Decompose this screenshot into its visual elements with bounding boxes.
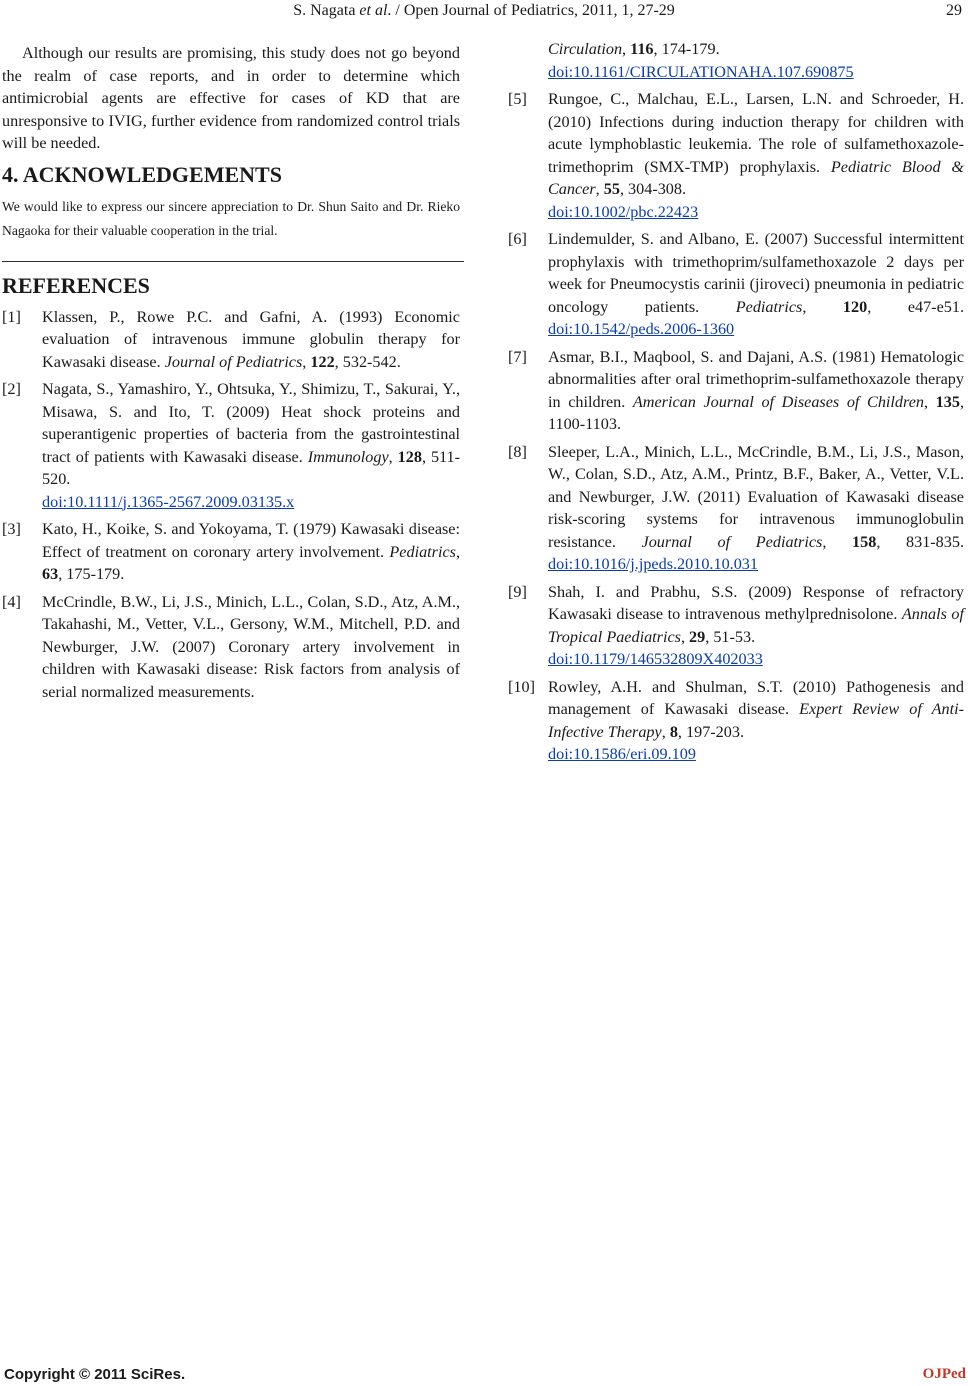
reference-authors-title: Shah, I. and Prabhu, S.S. (2009) Response of refractory Kawasaki disease to intravenous methylprednisolone. xyxy=(548,582,964,623)
reference-authors-title: Rungoe, C., Malchau, E.L., Larsen, L.N. and Schroeder, H. (2010) Infections during induction therapy for children with acute lymphoblastic leukemia. The role of sulfamethoxazole-trimethoprim (SMX-TMP) prophylaxis. xyxy=(548,90,964,176)
section-divider xyxy=(2,261,464,262)
right-column xyxy=(508,38,964,771)
reference-text xyxy=(42,518,460,586)
reference-journal: Journal of Pediatrics xyxy=(164,352,303,371)
acknowledgements-text: We would like to express our sincere appreciation to Dr. Shun Saito and Dr. Rieko Nagaoka for their valuable cooperation in the trial. xyxy=(2,199,460,238)
reference-number: [5] xyxy=(508,90,527,108)
reference-number: [4] xyxy=(2,592,21,611)
reference-volume: 55 xyxy=(603,180,620,198)
reference-item xyxy=(508,581,964,671)
reference-number: [7] xyxy=(508,347,527,366)
doi-link[interactable]: doi:10.1161/CIRCULATIONAHA.107.690875 xyxy=(548,62,854,81)
reference-volume: 122 xyxy=(310,352,335,371)
reference-pages: , e47-e51. xyxy=(867,297,964,316)
reference-text xyxy=(42,306,460,374)
reference-number: [1] xyxy=(2,307,21,326)
reference-text xyxy=(548,88,964,223)
reference-journal: Pediatrics xyxy=(735,297,803,316)
reference-item xyxy=(508,676,964,766)
reference-pages: , 532-542. xyxy=(334,352,401,371)
reference-item-continued xyxy=(508,38,964,83)
reference-pages: , 51-53. xyxy=(705,627,756,646)
reference-volume: 158 xyxy=(852,532,877,551)
reference-volume: 128 xyxy=(397,447,422,466)
doi-link[interactable]: doi:10.1111/j.1365-2567.2009.03135.x xyxy=(42,492,295,511)
reference-sep: , xyxy=(924,392,936,411)
reference-text xyxy=(548,228,964,341)
reference-sep: , xyxy=(455,542,460,561)
reference-sep: , xyxy=(302,352,311,371)
doi-link[interactable]: doi:10.1002/pbc.22423 xyxy=(548,202,699,221)
reference-item xyxy=(508,88,964,223)
reference-item xyxy=(508,228,964,341)
reference-authors-title: Lindemulder, S. and Albano, E. (2007) Successful intermittent prophylaxis with trimethoprim/sulfamethoxazole 2 days per week for Pneumocystis carinii (jiroveci) pneumonia in pediatric oncology patients. xyxy=(548,230,964,316)
reference-authors-title: Rowley, A.H. and Shulman, S.T. (2010) Pathogenesis and management of Kawasaki disease. xyxy=(548,677,964,718)
reference-sep: , xyxy=(680,627,690,646)
reference-pages: , 831-835. xyxy=(876,532,965,551)
reference-pages: , 175-179. xyxy=(58,565,125,583)
header-suffix: . / Open Journal of Pediatrics, 2011, 1, 27-29 xyxy=(387,2,675,19)
intro-paragraph: Although our results are promising, this study does not go beyond the realm of case reports, and in order to determine which antimicrobial agents are effective for cases of KD that are unresponsive to IVIG, further evidence from randomized control trials will be needed. xyxy=(2,44,460,152)
reference-item xyxy=(2,591,460,704)
reference-authors-title: Nagata, S., Yamashiro, Y., Ohtsuka, Y., Shimizu, T., Sakurai, Y., Misawa, S. and Ito, T. (2009) Heat shock proteins and superantigenic properties of bacteria from the gastrointestinal tract of patients with Kawasaki disease. xyxy=(42,380,460,466)
reference-pages: , 174-179. xyxy=(653,40,720,58)
reference-volume: 120 xyxy=(842,297,868,316)
reference-text xyxy=(548,38,964,83)
doi-link[interactable]: doi:10.1179/146532809X402033 xyxy=(548,650,763,668)
reference-journal: Immunology xyxy=(307,447,389,466)
reference-pages: , 511-520. xyxy=(42,447,461,488)
reference-sep: , xyxy=(802,297,843,316)
reference-pages: , 197-203. xyxy=(677,722,744,741)
reference-text xyxy=(42,591,460,704)
reference-item xyxy=(508,441,964,576)
reference-journal: Pediatric Blood & Cancer xyxy=(548,157,964,198)
reference-journal: Pediatrics xyxy=(389,542,456,561)
header-prefix: S. Nagata xyxy=(293,2,360,19)
doi-link[interactable]: doi:10.1586/eri.09.109 xyxy=(548,745,696,763)
journal-abbrev-footer: OJPed xyxy=(922,1366,966,1382)
reference-sep: , xyxy=(622,40,631,58)
page-number: 29 xyxy=(946,2,962,19)
running-header xyxy=(0,2,968,20)
reference-authors-title: Asmar, B.I., Maqbool, S. and Dajani, A.S. (1981) Hematologic abnormalities after oral trimethoprim-sulfamethoxazole therapy in children. xyxy=(548,347,964,411)
reference-sep: , xyxy=(388,447,398,466)
reference-volume: 29 xyxy=(689,627,706,646)
reference-journal: Annals of Tropical Paediatrics xyxy=(548,605,965,646)
reference-sep: , xyxy=(822,532,853,551)
acknowledgements-heading: 4. ACKNOWLEDGEMENTS xyxy=(2,161,282,187)
left-column xyxy=(2,42,460,708)
reference-text xyxy=(548,581,964,671)
reference-journal: Expert Review of Anti-Infective Therapy xyxy=(548,700,964,741)
header-etal: et al xyxy=(359,2,388,19)
reference-text xyxy=(548,441,964,576)
reference-volume: 135 xyxy=(935,392,960,411)
doi-link[interactable]: doi:10.1542/peds.2006-1360 xyxy=(548,320,735,338)
reference-number: [8] xyxy=(508,442,527,461)
reference-pages: , 1100-1103. xyxy=(548,392,964,433)
reference-authors-title: Klassen, P., Rowe P.C. and Gafni, A. (1993) Economic evaluation of intravenous immune globulin therapy for Kawasaki disease. xyxy=(42,307,460,371)
reference-text xyxy=(548,346,964,436)
reference-authors-title: Sleeper, L.A., Minich, L.L., McCrindle, B.M., Li, J.S., Mason, W., Colan, S.D., Atz, A.M., Printz, B.F., Baker, A., Vetter, V.L. and Newburger, J.W. (2011) Evaluation of Kawasaki disease risk-scoring systems for intravenous immunoglobulin resistance. xyxy=(548,442,964,551)
reference-volume: 63 xyxy=(42,565,59,583)
copyright-footer: Copyright © 2011 SciRes. xyxy=(4,1366,186,1383)
reference-authors-title: McCrindle, B.W., Li, J.S., Minich, L.L., Colan, S.D., Atz, A.M., Takahashi, M., Vetter, V.L., Gersony, W.M., Mitchell, P.D. and Newburger, J.W. (2007) Coronary artery involvement in children with Kawasaki disease: Risk factors from analysis of serial normalized measurements. xyxy=(42,592,460,701)
reference-number: [6] xyxy=(508,230,527,248)
reference-text xyxy=(42,378,460,513)
reference-volume: 116 xyxy=(630,40,654,58)
references-heading: REFERENCES xyxy=(2,273,150,298)
reference-sep: , xyxy=(595,180,604,198)
doi-link[interactable]: doi:10.1016/j.jpeds.2010.10.031 xyxy=(548,555,758,573)
reference-number: [9] xyxy=(508,582,527,601)
reference-journal: American Journal of Diseases of Children xyxy=(632,392,924,411)
reference-journal: Circulation xyxy=(548,40,623,58)
reference-number: [3] xyxy=(2,520,21,538)
reference-pages: , 304-308. xyxy=(619,180,687,198)
reference-item xyxy=(2,306,460,374)
reference-number: [10] xyxy=(508,677,535,696)
reference-journal: Journal of Pediatrics xyxy=(641,532,823,551)
reference-item xyxy=(2,378,460,513)
reference-number: [2] xyxy=(2,380,21,398)
reference-sep: , xyxy=(661,722,670,741)
reference-authors-title: Kato, H., Koike, S. and Yokoyama, T. (1979) Kawasaki disease: Effect of treatment on coronary artery involvement. xyxy=(42,520,460,561)
reference-item xyxy=(2,518,460,586)
reference-item xyxy=(508,346,964,436)
reference-text xyxy=(548,676,964,766)
reference-volume: 8 xyxy=(669,722,678,741)
